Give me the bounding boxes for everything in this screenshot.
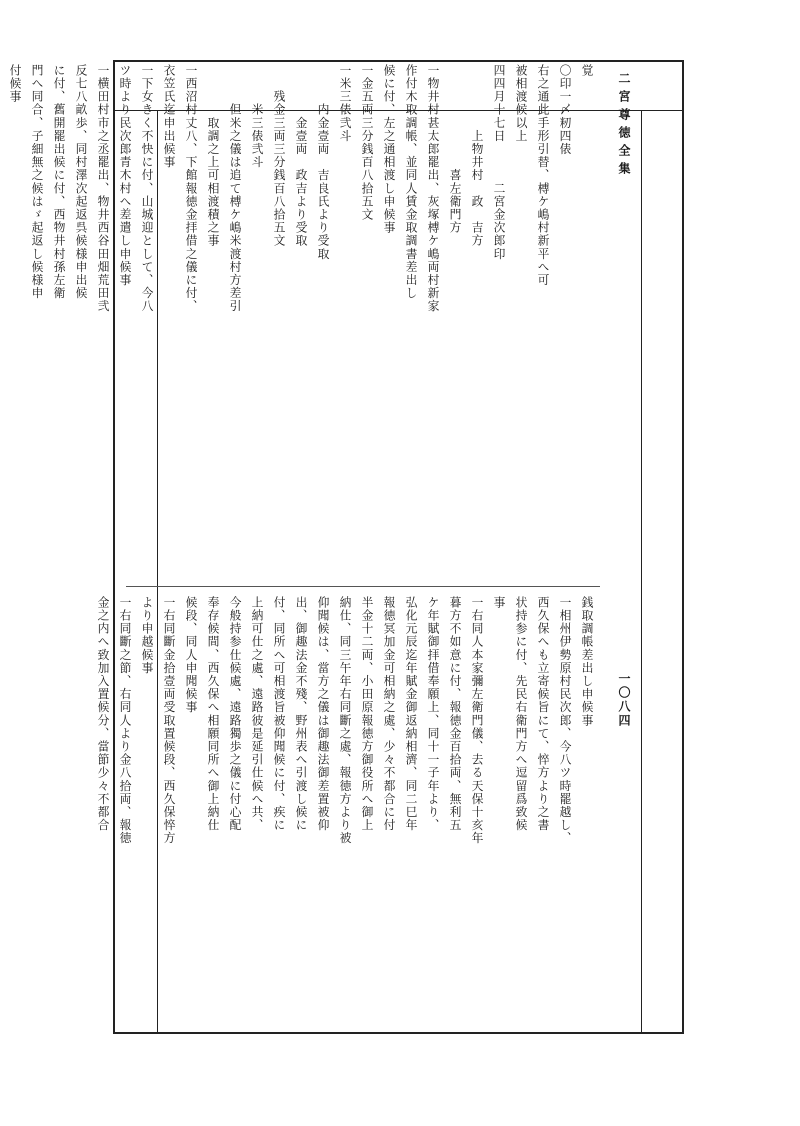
text-column: 門へ同合、子細無之候はゞ起返し候様申 <box>30 64 44 300</box>
text-column: 一下女きく不快に付、山城迎として、今八 <box>140 64 154 313</box>
text-column: 覚 <box>580 64 594 78</box>
text-column: 喜左衛門方 <box>448 64 462 235</box>
text-column: 反七八畝歩、同村澤次起返呉候様申出候 <box>74 64 88 300</box>
text-column: 米三俵弐斗 <box>250 64 264 169</box>
text-column: 今般持参仕候處、遠路獨歩之儀に付心配 <box>228 596 242 832</box>
text-column: 奉存候間、西久保へ相願同所へ御上納仕 <box>206 596 220 832</box>
text-column: より申越候事 <box>140 596 154 675</box>
text-column: 納仕、同三午年右同斷之處、報徳方より被 <box>338 596 352 845</box>
text-column: 内金壹両 吉良氏より受取 <box>316 64 330 261</box>
text-column: 西久保へも立寄候旨にて、悴方より之書 <box>536 596 550 832</box>
text-column: 取調之上可相渡積之事 <box>206 64 220 248</box>
text-column: に付、舊開罷出候に付、西物井村孫左衛 <box>52 64 66 300</box>
text-column: 四四月十七日 二宮金次郎印 <box>492 64 506 261</box>
book-title: 二宮尊徳全集 <box>617 72 631 180</box>
text-column: 暮方不如意に付、報徳金百拾両、無利五 <box>448 596 462 832</box>
text-column: 候に付、左之通相渡し申候事 <box>382 64 396 235</box>
text-column: 作付木取調帳、並同人賃金取調書差出し <box>404 64 418 300</box>
text-column: 出、御趣法金不殘、野州表へ引渡し候に <box>294 596 308 832</box>
page-number: 一〇八四 <box>617 672 631 728</box>
text-column: 被相渡候以上 <box>514 64 528 143</box>
text-column: 候段、同人申聞候事 <box>184 596 198 714</box>
text-column: 一右同斷金拾壹両受取置候段、西久保悴方 <box>162 596 176 845</box>
text-column: 金之内へ致加入置候分、當節少々不都合 <box>96 596 110 832</box>
text-column: 上納可仕之處、遠路彼是延引仕候へ共、 <box>250 596 264 832</box>
right-margin-rule <box>641 110 642 1034</box>
text-column: 事 <box>492 596 506 610</box>
text-column: 〇印一〆籾四俵 <box>558 64 572 156</box>
text-column: 右之通此手形引替、榑ケ嶋村新平へ可 <box>536 64 550 287</box>
text-column: 銭取調帳差出し申候事 <box>580 596 594 727</box>
text-column: 一金五両三分銭百八拾五文 <box>360 64 374 222</box>
text-column: 一米三俵弐斗 <box>338 64 352 143</box>
text-column: 付、同所へ可相渡旨被仰聞候に付、疾に <box>272 596 286 832</box>
text-column: 付候事 <box>8 64 22 104</box>
section-divider <box>126 586 600 587</box>
text-column: 一横田村市之丞罷出、物井西谷田畑荒田弐 <box>96 64 110 313</box>
text-column: 一相州伊勢原村民次郎、今八ツ時罷越し、 <box>558 596 572 845</box>
text-column: 一西沼村丈八、下館報徳金拝借之儀に付、 <box>184 64 198 313</box>
text-column: 報徳冥加金可相納之處、少々不都合に付 <box>382 596 396 832</box>
text-column: 半金十二両、小田原報徳方御役所へ御上 <box>360 596 374 832</box>
text-column: 状持参に付、先民右衛門方へ逗留爲致候 <box>514 596 528 832</box>
text-column: 一右同斷之節、右同人より金八拾両、報徳 <box>118 596 132 845</box>
text-column: ケ年賦御拝借奉願上、同十一子年より、 <box>426 596 440 832</box>
upper-text-block <box>8 64 598 630</box>
text-column: 残金三両三分銭百八拾五文 <box>272 64 286 248</box>
text-column: 上物井村 政 吉方 <box>470 64 484 248</box>
lower-text-block <box>96 596 598 1024</box>
text-column: 但米之儀は追て榑ケ嶋米渡村方差引 <box>228 64 242 313</box>
text-column: 仰聞候は、當方之儀は御趣法御差置被仰 <box>316 596 330 832</box>
text-column: 一物井村甚太郎罷出、灰塚榑ケ嶋両村新家 <box>426 64 440 313</box>
text-column: 弘化元辰迄年賦金御返納相濟、同二巳年 <box>404 596 418 832</box>
text-column: 衣笠氏迄申出候事 <box>162 64 176 169</box>
text-column: 一右同人本家彌左衛門儀、去る天保十亥年 <box>470 596 484 845</box>
text-column: ツ時より民次郎青木村へ差遣し申候事 <box>118 64 132 287</box>
text-column: 金壹両 政吉より受取 <box>294 64 308 248</box>
text-column <box>0 64 4 630</box>
